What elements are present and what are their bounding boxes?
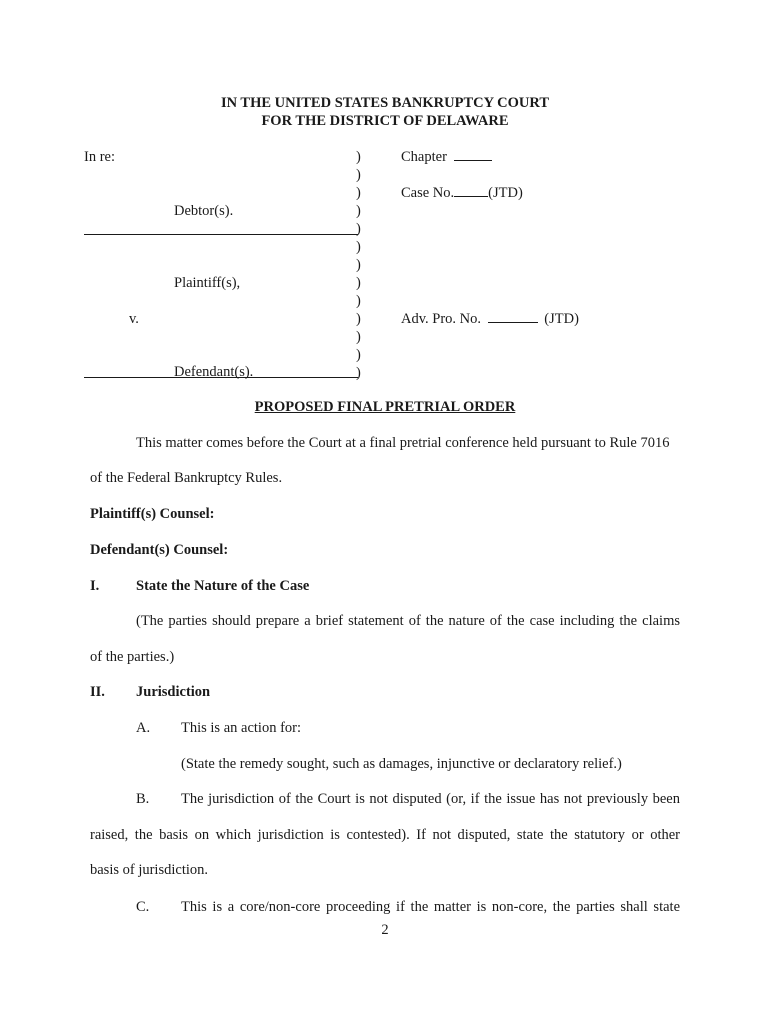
adv-pro-suffix: (JTD) xyxy=(544,311,579,327)
plaintiffs-label: Plaintiff(s), xyxy=(174,275,241,291)
adv-pro-blank xyxy=(488,310,538,323)
paren: ) xyxy=(356,149,361,165)
paren: ) xyxy=(356,167,361,183)
item-b-line2: raised, the basis on which jurisdiction is contested). If not disputed, state the statutory or other xyxy=(90,827,680,843)
adv-pro-label: Adv. Pro. No. xyxy=(401,311,482,327)
section-1-text-line1: (The parties should prepare a brief statement of the nature of the case including the claims xyxy=(136,613,680,629)
item-a-subtext: (State the remedy sought, such as damages, injunctive or declaratory relief.) xyxy=(181,756,622,772)
case-no-label: Case No. xyxy=(401,185,455,201)
adv-pro-field xyxy=(401,310,579,328)
case-no-field xyxy=(401,184,523,202)
caption-divider-line xyxy=(84,234,358,235)
paren: ) xyxy=(356,275,361,291)
case-no-suffix: (JTD) xyxy=(488,185,523,201)
in-re-label: In re: xyxy=(84,149,115,165)
paren: ) xyxy=(356,239,361,255)
paren: ) xyxy=(356,329,361,345)
item-a-label: A. xyxy=(136,720,151,736)
debtors-label: Debtor(s). xyxy=(174,203,234,219)
paren: ) xyxy=(356,203,361,219)
section-2-title: Jurisdiction xyxy=(136,684,211,700)
paren: ) xyxy=(356,257,361,273)
versus-label: v. xyxy=(129,311,139,327)
intro-line-2: of the Federal Bankruptcy Rules. xyxy=(90,470,283,486)
chapter-blank xyxy=(454,148,492,161)
plaintiff-counsel-label: Plaintiff(s) Counsel: xyxy=(90,506,215,522)
court-name-line1: IN THE UNITED STATES BANKRUPTCY COURT xyxy=(220,95,550,111)
item-a-text: This is an action for: xyxy=(181,720,302,736)
item-b-line3: basis of jurisdiction. xyxy=(90,862,209,878)
section-1-title: State the Nature of the Case xyxy=(136,578,310,594)
chapter-label: Chapter xyxy=(401,149,447,165)
paren: ) xyxy=(356,347,361,363)
paren: ) xyxy=(356,293,361,309)
intro-line-1: This matter comes before the Court at a final pretrial conference held pursuant to Rule 7016 xyxy=(136,435,670,451)
paren: ) xyxy=(356,365,361,381)
defendants-label: Defendant(s). xyxy=(174,364,254,380)
section-1-text-line2: of the parties.) xyxy=(90,649,175,665)
section-1-number: I. xyxy=(90,578,100,594)
item-c-label: C. xyxy=(136,899,150,915)
paren: ) xyxy=(356,185,361,201)
caption-bottom-line xyxy=(84,377,358,378)
case-no-blank xyxy=(454,184,488,197)
page-number: 2 xyxy=(381,922,389,938)
item-b-label: B. xyxy=(136,791,150,807)
order-title: PROPOSED FINAL PRETRIAL ORDER xyxy=(254,399,516,415)
chapter-field xyxy=(401,148,492,166)
item-b-line1: The jurisdiction of the Court is not disputed (or, if the issue has not previously been xyxy=(181,791,680,807)
defendant-counsel-label: Defendant(s) Counsel: xyxy=(90,542,229,558)
paren: ) xyxy=(356,221,361,237)
court-name-line2: FOR THE DISTRICT OF DELAWARE xyxy=(261,113,509,129)
paren: ) xyxy=(356,311,361,327)
item-c-line1: This is a core/non-core proceeding if the matter is non-core, the parties shall state xyxy=(181,899,680,915)
section-2-number: II. xyxy=(90,684,105,700)
